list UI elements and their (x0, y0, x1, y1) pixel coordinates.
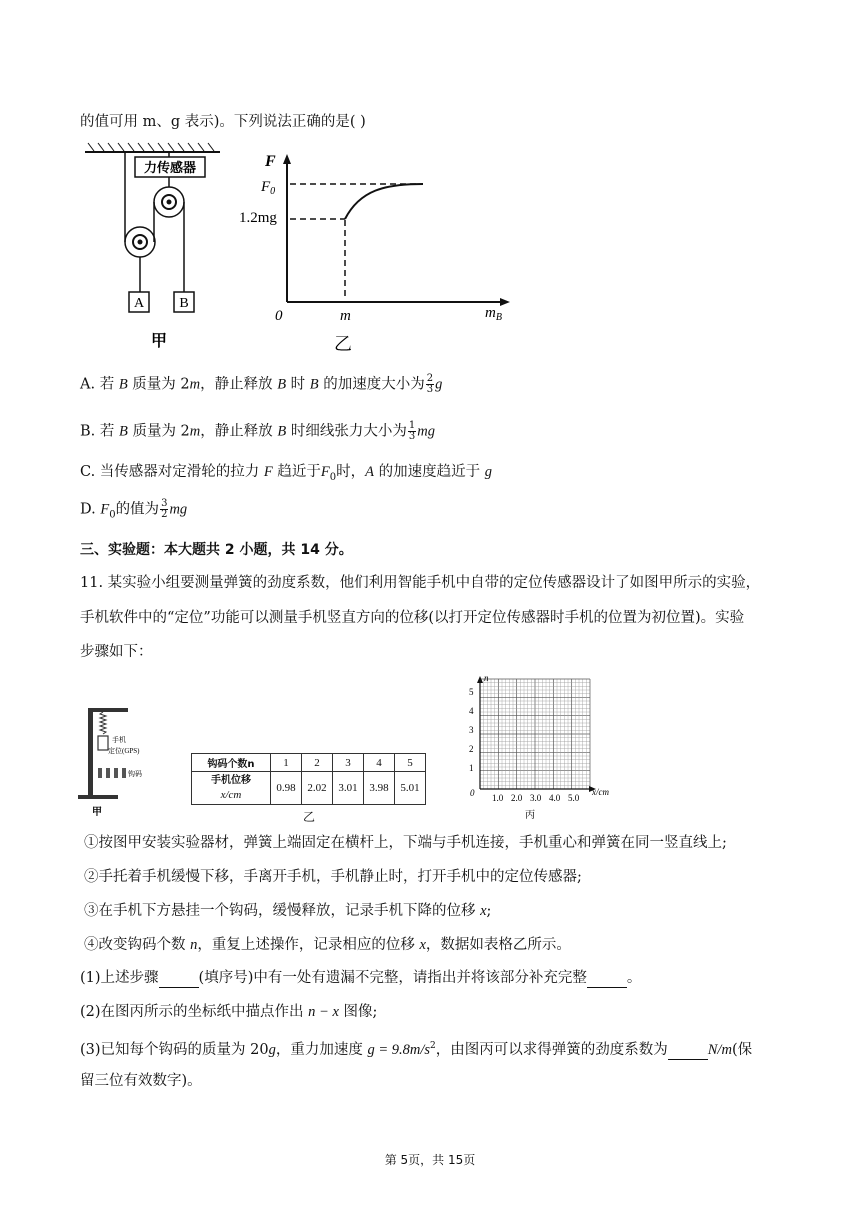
origin-label: 0 (275, 308, 283, 324)
caption-jia: 甲 (150, 333, 168, 350)
table-cell: 3 (333, 754, 364, 772)
table-cell: 2.02 (302, 772, 333, 805)
table-row (192, 772, 426, 805)
x-mark: m (340, 308, 351, 324)
grid-tick: 3 (469, 725, 474, 735)
page-footer: 第 5页，共 15页 (384, 1153, 476, 1167)
subq-1: (1)上述步骤 (填序号)中有一处有遗漏不完整，请指出并将该部分补充完整 。 (80, 970, 642, 986)
option-c[interactable]: C. 当传感器对定滑轮的拉力 F 趋近于$F_0$时，A 的加速度趋近于 g (80, 464, 492, 483)
caption-yi: 乙 (334, 334, 352, 354)
grid-y-label: n (484, 673, 489, 683)
subq-3-cont: 留三位有效数字)。 (80, 1073, 202, 1089)
svg-text:F0 (260, 179, 275, 197)
phone-label: 手机 (112, 736, 126, 744)
subq-2: (2)在图丙所示的坐标纸中描点作出 n − x 图像; (80, 1004, 378, 1020)
force-graph (235, 140, 520, 355)
intro-text: 的值可用 m、g 表示)。下列说法正确的是( ) (80, 114, 366, 130)
grid-tick: 4.0 (549, 793, 561, 803)
table-cell: 3.98 (364, 772, 395, 805)
grid-tick: 4 (469, 706, 474, 716)
grid-x-label: x/cm (592, 787, 609, 797)
option-b[interactable]: B. 若 B 质量为 2m，静止释放 B 时细线张力大小为 $\frac{1}{3}$ mg (80, 420, 435, 442)
table-cell: 5 (395, 754, 426, 772)
answer-blank[interactable] (668, 1045, 708, 1060)
q11-line3: 步骤如下： (80, 644, 153, 660)
block-a: A (133, 296, 145, 311)
q11-line1: 11. 某实验小组要测量弹簧的劲度系数，他们利用智能手机中自带的定位传感器设计了如图甲所示的实验， (80, 575, 761, 591)
step-1: ①按图甲安装实验器材，弹簧上端固定在横杆上，下端与手机连接，手机重心和弹簧在同一竖直线上; (84, 835, 727, 851)
grid-tick: 5.0 (568, 793, 580, 803)
grid-paper (460, 668, 620, 828)
table-cell: 5.01 (395, 772, 426, 805)
f0-label: F (261, 179, 271, 195)
option-a[interactable]: A. 若 B 质量为 2m，静止释放 B 时 B 的加速度大小为 $\frac{2}{3}$ g (80, 373, 443, 395)
block-b: B (179, 296, 189, 311)
table-cell: 1 (271, 754, 302, 772)
section-title: 三、实验题：本大题共 2 小题，共 14 分。 (80, 542, 353, 558)
step-3: ③在手机下方悬挂一个钩码，缓慢释放，记录手机下降的位移 x; (84, 903, 492, 919)
x-axis-sub: B (495, 312, 502, 323)
caption-bing: 丙 (525, 810, 535, 821)
data-table (191, 753, 426, 805)
table-cell: 2 (302, 754, 333, 772)
table-head-n: 钩码个数n (192, 754, 271, 772)
grid-tick: 3.0 (530, 793, 542, 803)
table-cell: 4 (364, 754, 395, 772)
grid-tick: 1 (469, 763, 474, 773)
caption-yi-2: 乙 (303, 810, 316, 824)
svg-text:mB (485, 305, 502, 323)
grid-tick: 5 (469, 687, 474, 697)
hooks-label: 钩码 (128, 770, 142, 778)
table-row (192, 754, 426, 772)
q11-line2: 手机软件中的“定位”功能可以测量手机竖直方向的位移(以打开定位传感器时手机的位置为初位置)。实验 (80, 610, 745, 626)
sensor-label: 力传感器 (143, 160, 197, 175)
grid-origin: 0 (470, 788, 475, 798)
grid-tick: 2 (469, 744, 474, 754)
pulley-figure (80, 140, 230, 350)
table-cell: 3.01 (333, 772, 364, 805)
y-axis-label: F (265, 153, 276, 170)
step-4: ④改变钩码个数 n，重复上述操作，记录相应的位移 x，数据如表格乙所示。 (84, 937, 571, 953)
step-2: ②手托着手机缓慢下移，手离开手机，手机静止时，打开手机中的定位传感器; (84, 869, 582, 885)
f0-sub: 0 (270, 186, 276, 197)
option-d[interactable]: D. $F_0$的值为 $\frac{3}{2}$ mg (80, 498, 188, 521)
table-head-x: 手机位移 x/cm (192, 772, 271, 805)
caption-jia-2: 甲 (92, 807, 102, 818)
x-axis-label: m (485, 305, 496, 321)
grid-tick: 2.0 (511, 793, 523, 803)
gps-label: 定位(GPS) (108, 747, 140, 755)
table-cell: 0.98 (271, 772, 302, 805)
y-mark: 1.2mg (239, 210, 277, 226)
answer-blank[interactable] (587, 973, 627, 988)
grid-tick: 1.0 (492, 793, 504, 803)
answer-blank[interactable] (159, 973, 199, 988)
subq-3: (3)已知每个钩码的质量为 20g，重力加速度 $g = 9.8m/s^2$，由图丙可以求得弹簧的劲度系数为 N/m(保 (80, 1041, 753, 1058)
spring-phone-figure (70, 700, 190, 820)
